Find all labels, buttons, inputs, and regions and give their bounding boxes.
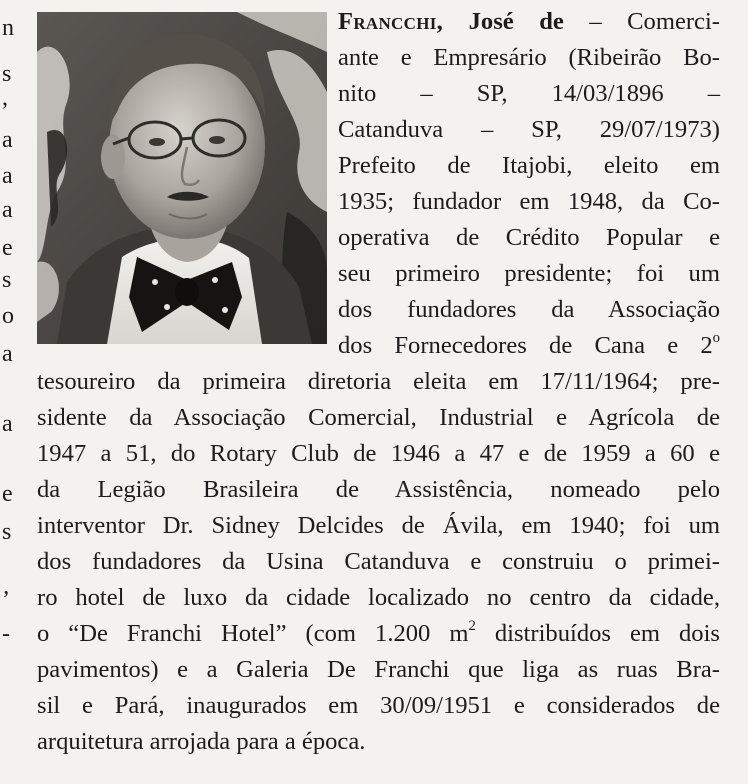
line-14: da Legião Brasileira de Assistência, nomeado pelo <box>37 476 720 503</box>
entry-line-text: – Comerci- <box>563 8 720 35</box>
entry-surname: Francchi, <box>338 8 444 35</box>
line-6: 1935; fundador em 1948, da Co- <box>338 188 720 215</box>
line-9: dos fundadores da Associação <box>338 296 720 323</box>
line-12: sidente da Associação Comercial, Industrial e Agrícola de <box>37 404 720 431</box>
line-21: arquitetura arrojada para a época. <box>37 728 366 755</box>
fragment: a <box>2 341 13 367</box>
line-2: ante e Empresário (Ribeirão Bo- <box>338 44 720 71</box>
line-15: interventor Dr. Sidney Delcides de Ávila, em 1940; foi um <box>37 512 720 539</box>
line-20: sil e Pará, inaugurados em 30/09/1951 e considerados de <box>37 692 720 719</box>
line-19: pavimentos) e a Galeria De Franchi que liga as ruas Bra- <box>37 656 720 683</box>
fragment: e <box>2 481 13 507</box>
fragment: a <box>2 197 13 223</box>
fragment: s <box>2 267 12 293</box>
line-5: Prefeito de Itajobi, eleito em <box>338 152 720 179</box>
ordinal-superscript: o <box>712 329 720 346</box>
fragment: n <box>2 15 14 41</box>
entry-line-text: o “De Franchi Hotel” (com 1.200 m <box>37 620 469 647</box>
line-4: Catanduva – SP, 29/07/1973) <box>338 116 720 143</box>
fragment: ’ <box>2 587 10 613</box>
line-10 <box>338 328 720 364</box>
fragment: s <box>2 61 12 87</box>
fragment: o <box>2 303 14 329</box>
line-16: dos fundadores da Usina Catanduva e construiu o primei- <box>37 548 720 575</box>
fragment: a <box>2 411 13 437</box>
area-superscript: 2 <box>468 617 476 634</box>
fragment: e <box>2 235 13 261</box>
line-8: seu primeiro presidente; foi um <box>338 260 720 287</box>
fragment: a <box>2 127 13 153</box>
entry-line-text: dos Fornecedores de Cana e 2 <box>338 332 713 359</box>
fragment: s <box>2 519 12 545</box>
fragment: - <box>2 621 10 647</box>
line-18 <box>37 616 720 652</box>
line-1 <box>338 4 720 40</box>
entry-given-name: José de <box>468 8 564 35</box>
line-17: ro hotel de luxo da cidade localizado no centro da cidade, <box>37 584 720 611</box>
line-7: operativa de Crédito Popular e <box>338 224 720 251</box>
fragment: , <box>2 85 8 111</box>
line-3: nito – SP, 14/03/1896 – <box>338 80 720 107</box>
line-11: tesoureiro da primeira diretoria eleita em 17/11/1964; pre- <box>37 368 720 395</box>
fragment: a <box>2 163 13 189</box>
entry-line-text: distribuídos em dois <box>475 620 721 647</box>
line-13: 1947 a 51, do Rotary Club de 1946 a 47 e de 1959 a 60 e <box>37 440 720 467</box>
